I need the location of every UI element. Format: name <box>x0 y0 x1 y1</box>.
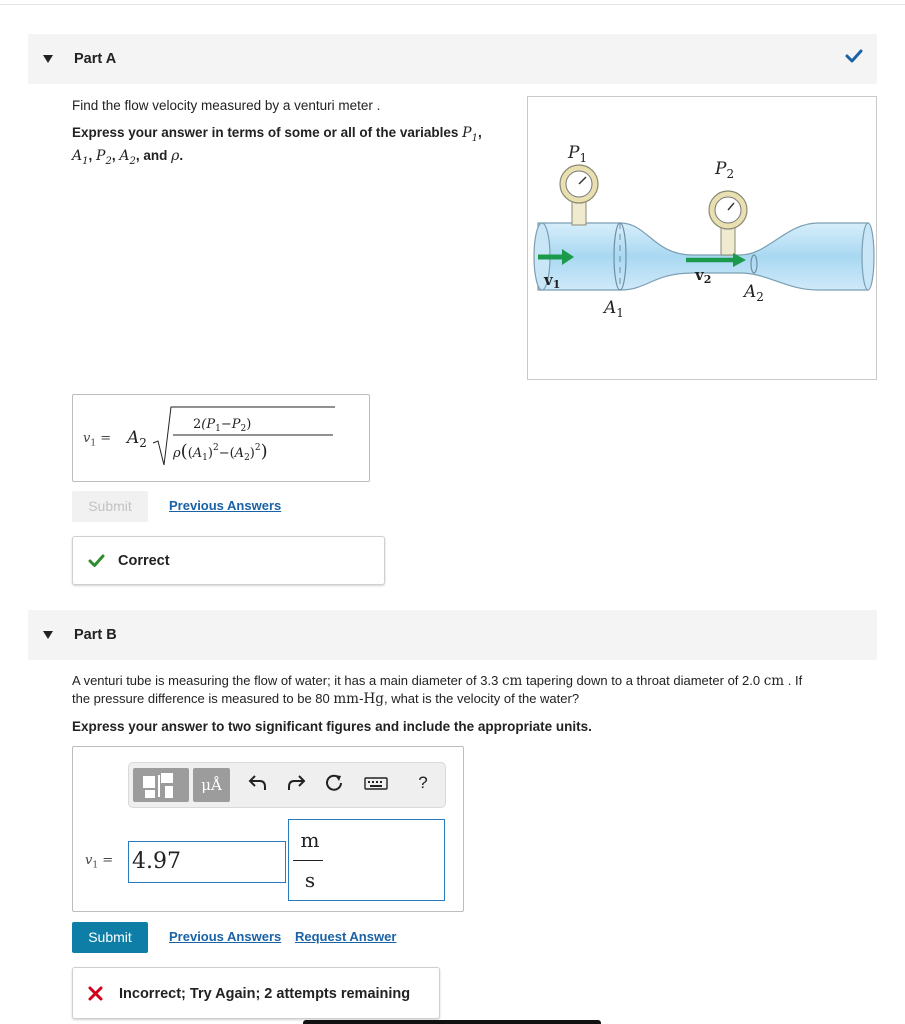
label-v2: $v_2$ <box>695 266 712 286</box>
part-a-answer-box <box>72 394 370 482</box>
unit-numerator: m <box>300 828 320 852</box>
label-a1: $A_1$ <box>604 298 624 320</box>
part-a-header[interactable] <box>28 34 877 84</box>
part-a-instruction: Express your answer in terms of some or all of the variables $P_1$, $A_1$, $P_2$, $A_2$, and ρ. <box>72 125 482 167</box>
incorrect-x-icon <box>88 986 103 1001</box>
label-a2: $A_2$ <box>744 282 764 304</box>
part-b-instruction: Express your answer to two significant figures and include the appropriate units. <box>72 719 592 734</box>
answer-formula <box>125 399 365 479</box>
collapse-arrow-icon[interactable] <box>43 631 53 639</box>
feedback-text: Correct <box>118 553 170 569</box>
reset-icon[interactable] <box>320 773 348 799</box>
label-p1: $P_1$ <box>568 143 588 165</box>
part-b-answer-lhs: $v_1$ = <box>85 853 114 871</box>
undo-icon[interactable] <box>244 773 272 799</box>
part-a-title: Part A <box>74 51 117 67</box>
part-b-title: Part B <box>74 627 117 643</box>
correct-check-icon <box>88 553 105 568</box>
part-b-previous-answers-link[interactable]: Previous Answers <box>169 929 282 944</box>
svg-text:A2: $A_2$ <box>127 428 147 450</box>
templates-button[interactable] <box>133 768 189 802</box>
label-v1: $v_1$ <box>544 271 561 291</box>
part-b-header[interactable] <box>28 610 877 660</box>
value-input[interactable]: 4.97 <box>128 841 286 883</box>
keyboard-icon[interactable] <box>362 773 390 799</box>
completed-check-icon <box>845 48 863 64</box>
templates-icon <box>133 768 189 802</box>
part-b-submit-button[interactable]: Submit <box>72 922 148 953</box>
units-button[interactable]: μÅ <box>193 768 230 802</box>
part-b-question: A venturi tube is measuring the flow of water; it has a main diameter of 3.3 cm tapering down to a throat diameter of 2.0 cm . If the pressure difference is measured to be 80 mm-Hg, what is the velocity of the water? <box>72 673 803 707</box>
part-a-previous-answers-link[interactable]: Previous Answers <box>169 498 282 513</box>
bottom-scrollbar[interactable] <box>303 1020 601 1024</box>
part-a-question: Find the flow velocity measured by a venturi meter . <box>72 98 381 113</box>
part-b-feedback-incorrect <box>72 967 440 1019</box>
part-b-answer-box <box>72 746 464 912</box>
unit-input[interactable] <box>288 819 445 901</box>
redo-icon[interactable] <box>282 773 310 799</box>
feedback-text: Incorrect; Try Again; 2 attempts remaining <box>119 986 411 1002</box>
help-icon[interactable]: ? <box>418 773 428 792</box>
venturi-diagram <box>528 97 876 379</box>
part-a-answer-lhs: $v_1$ = <box>83 431 112 449</box>
top-divider <box>0 4 905 5</box>
unit-fraction-bar <box>293 860 323 861</box>
part-a-submit-button[interactable]: Submit <box>72 491 148 522</box>
collapse-arrow-icon[interactable] <box>43 55 53 63</box>
unit-denominator: s <box>304 868 316 892</box>
venturi-figure <box>527 96 877 380</box>
svg-text:ρ((A1)2−(A2)2): $\rho((A_1)^2-(A_2)^2)$ <box>173 441 268 463</box>
part-a-feedback-correct <box>72 536 385 585</box>
request-answer-link[interactable]: Request Answer <box>295 929 397 944</box>
math-toolbar <box>128 762 446 808</box>
svg-text:2(P1−P2): $2(P_1-P_2)$ <box>193 417 252 434</box>
label-p2: $P_2$ <box>715 159 735 181</box>
